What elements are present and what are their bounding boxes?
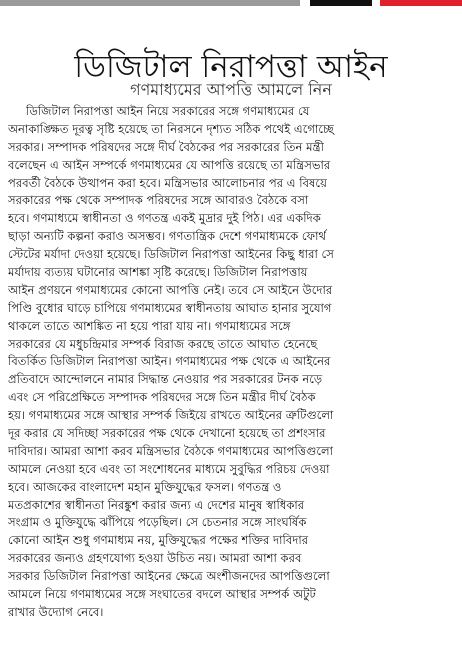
article-body-line: মর্যাদায় ব্যত্যয় ঘটানোর আশঙ্কা সৃষ্টি করেছে। ডিজিটাল নিরাপত্তায় — [8, 265, 308, 280]
article-body-line: রাখার উদ্যোগ নেবে। — [8, 604, 104, 619]
article-body-line: সরকার ডিজিটাল নিরাপত্তা আইনের ক্ষেত্রে অংশীজনদের আপত্তিগুলো — [8, 569, 330, 584]
article-body-line: হয়। গণমাধ্যমের সঙ্গে আস্থার সম্পর্ক জিইয়ে রাখতে আইনের ত্রুটিগুলো — [8, 408, 334, 423]
article-body-line: এবং সে পরিপ্রেক্ষিতে সম্পাদক পরিষদের সঙ্গে তিন মন্ত্রীর দীর্ঘ বৈঠক — [8, 390, 316, 405]
article-body-line: বলেছেন এ আইন সম্পর্কে গণমাধ্যমের যে আপত্তি রয়েছে তা মন্ত্রিসভার — [8, 157, 331, 172]
article-body-line: ডিজিটাল নিরাপত্তা আইন নিয়ে সরকারের সঙ্গে গণমাধ্যমের যে — [26, 104, 310, 118]
article-body-line: সরকারের পক্ষ থেকে সম্পাদক পরিষদের সঙ্গে আবারও বৈঠকে বসা — [8, 193, 309, 208]
article-body-line: সরকারের জন্যও গ্রহণযোগ্য হওয়া উচিত নয়। আমরা আশা করব — [8, 551, 302, 566]
article-subheadline: গণমাধ্যমের আপত্তি আমলে নিন — [130, 80, 332, 99]
article-body-line: দাবিদার। আমরা আশা করব মন্ত্রিসভার বৈঠকে গণমাধ্যমের আপত্তিগুলো — [8, 443, 334, 458]
top-bar-red-segment — [380, 0, 462, 6]
article-body-line: দূর করার যে সদিচ্ছা সরকারের পক্ষ থেকে দেখানো হয়েছে তা প্রশংসার — [8, 426, 326, 441]
article-body-line: স্টেটের মর্যাদা দেওয়া হয়েছে। ডিজিটাল নিরাপত্তা আইনের কিছু ধারা সে — [8, 247, 334, 262]
article-body-line: আইন প্রণয়নে গণমাধ্যমের কোনো আপত্তি নেই। তবে সে আইনে উদোর — [8, 282, 333, 297]
article-body-line: অনাকাঙ্ক্ষিত দূরত্ব সৃষ্টি হয়েছে তা নিরসনে দৃশ্যত সঠিক পথেই এগোচ্ছে — [8, 121, 334, 136]
article-body-line: বিতর্কিত ডিজিটাল নিরাপত্তা আইন। গণমাধ্যমের পক্ষ থেকে এ আইনের — [8, 354, 331, 369]
article-body-line: থাকলে তাতে আশঙ্কিত না হয়ে পারা যায় না। গণমাধ্যমের সঙ্গে — [8, 318, 291, 333]
article-body-line: সরকারের যে মধুচন্দ্রিমার সম্পর্ক বিরাজ করছে তাতে আঘাত হেনেছে — [8, 336, 318, 351]
article-body-line: প্রতিবাদে আন্দোলনে নামার সিদ্ধান্ত নেওয়ার পর সরকারের টনক নড়ে — [8, 372, 323, 387]
article-body-line: সংগ্রাম ও মুক্তিযুদ্ধে ঝাঁপিয়ে পড়েছিল। সে চেতনার সঙ্গে সাংঘর্ষিক — [8, 515, 307, 530]
article-body-line: হবে। আজকের বাংলাদেশ মহান মুক্তিযুদ্ধের ফসল। গণতন্ত্র ও — [8, 479, 282, 494]
article-body-line: পরবর্তী বৈঠকে উত্থাপন করা হবে। মন্ত্রিসভার আলোচনার পর এ বিষয়ে — [8, 175, 327, 190]
article-body-line: আমলে নিয়ে গণমাধ্যমের সঙ্গে সংঘাতের বদলে আস্থার সম্পর্ক অটুট — [8, 587, 316, 602]
article-headline: ডিজিটাল নিরাপত্তা আইন — [74, 48, 388, 85]
top-color-bar — [0, 0, 462, 6]
article-body-line: পিণ্ডি বুধোর ঘাড়ে চাপিয়ে গণমাধ্যমের স্বাধীনতায় আঘাত হানার সুযোগ — [8, 300, 332, 315]
article-body-line: সরকার। সম্পাদক পরিষদের সঙ্গে দীর্ঘ বৈঠকের পর সরকারের তিন মন্ত্রী — [8, 139, 324, 154]
article-body-line: কোনো আইন শুধু গণমাধ্যম নয়, মুক্তিযুদ্ধের পক্ষের শক্তির দাবিদার — [8, 533, 309, 548]
top-bar-black-segment — [310, 0, 372, 6]
article-body-line: মতপ্রকাশের স্বাধীনতা নিরঙ্কুশ করার জন্য এ দেশের মানুষ স্বাধিকার — [8, 497, 305, 512]
article-body-line: আমলে নেওয়া হবে এবং তা সংশোধনের মাধ্যমে সুবুদ্ধির পরিচয় দেওয়া — [8, 461, 330, 476]
article-body-line: হবে। গণমাধ্যমে স্বাধীনতা ও গণতন্ত্র একই মুদ্রার দুই পিঠ। এর একদিক — [8, 211, 321, 226]
article-body-line: ছাড়া অন্যটি কল্পনা করাও অসম্ভব। গণতান্ত্রিক দেশে গণমাধ্যমকে ফোর্থ — [8, 229, 326, 244]
top-bar-grey-segment — [0, 0, 300, 6]
article-body — [8, 103, 454, 622]
